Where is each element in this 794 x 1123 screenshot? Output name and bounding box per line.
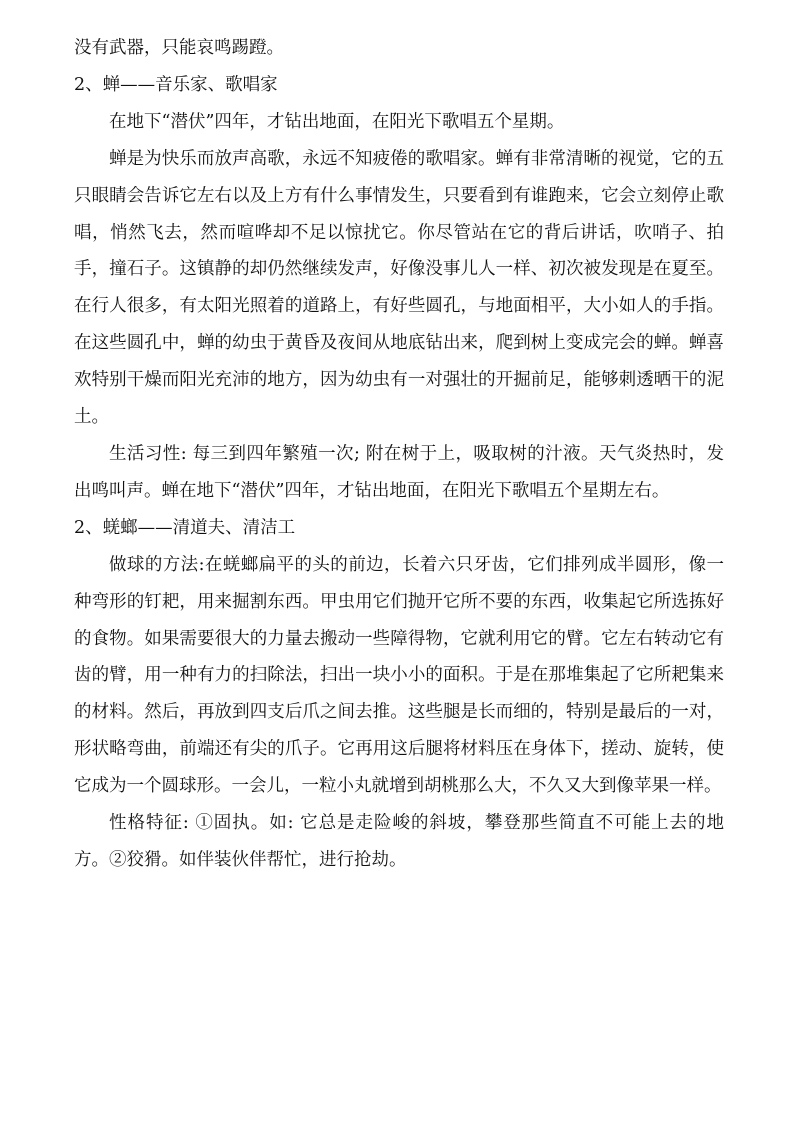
- section-heading-cicada: 2、蝉——音乐家、歌唱家: [74, 74, 278, 95]
- document-page: [74, 30, 724, 879]
- section-heading-dung-beetle: 2、蜣螂——清道夫、清洁工: [74, 517, 296, 538]
- cicada-paragraph-1: 在地下“潜伏”四年，才钻出地面，在阳光下歌唱五个星期。: [109, 111, 565, 132]
- cicada-paragraph-3: 生活习性: 每三到四年繁殖一次; 附在树于上，吸取树的汁液。天气炎热时，发出鸣叫声。蝉在地下“潜伏”四年，才钻出地面，在阳光下歌唱五个星期左右。: [74, 443, 724, 501]
- dung-beetle-paragraph-1: 做球的方法:在蜣螂扁平的头的前边，长着六只牙齿，它们排列成半圆形，像一种弯形的钉耙，用来掘割东西。甲虫用它们抛开它所不要的东西，收集起它所选拣好的食物。如果需要很大的力量去搬动一些障得物，它就利用它的臂。它左右转动它有齿的臂，用一种有力的扫除法，扫出一块小小的面积。于是在那堆集起了它所耙集来的材料。然后，再放到四支后爪之间去推。这些腿是长而细的，特别是最后的一对，形状略弯曲，前端还有尖的爪子。它再用这后腿将材料压在身体下，搓动、旋转，使它成为一个圆球形。一会儿，一粒小丸就增到胡桃那么大，不久又大到像苹果一样。: [74, 554, 724, 797]
- continuation-text: 没有武器，只能哀鸣踢蹬。: [74, 38, 284, 58]
- dung-beetle-paragraph-2: 性格特征: ①固执。如: 它总是走险峻的斜坡，攀登那些简直不可能上去的地方。②狡猾。如伴装伙伴帮忙，进行抢劫。: [74, 813, 724, 870]
- cicada-paragraph-2: 蝉是为快乐而放声高歌，永远不知疲倦的歌唱家。蝉有非常清晰的视觉，它的五只眼睛会告诉它左右以及上方有什么事情发生，只要看到有谁跑来，它会立刻停止歌唱，悄然飞去，然而喧哗却不足以惊扰它。你尽管站在它的背后讲话，吹哨子、拍手，撞石子。这镇静的却仍然继续发声，好像没事儿人一样、初次被发现是在夏至。在行人很多，有太阳光照着的道路上，有好些圆孔，与地面相平，大小如人的手指。在这些圆孔中，蝉的幼虫于黄昏及夜间从地底钻出来，爬到树上变成完会的蝉。蝉喜欢特别干燥而阳光充沛的地方，因为幼虫有一对强壮的开掘前足，能够刺透晒干的泥土。: [74, 148, 724, 428]
